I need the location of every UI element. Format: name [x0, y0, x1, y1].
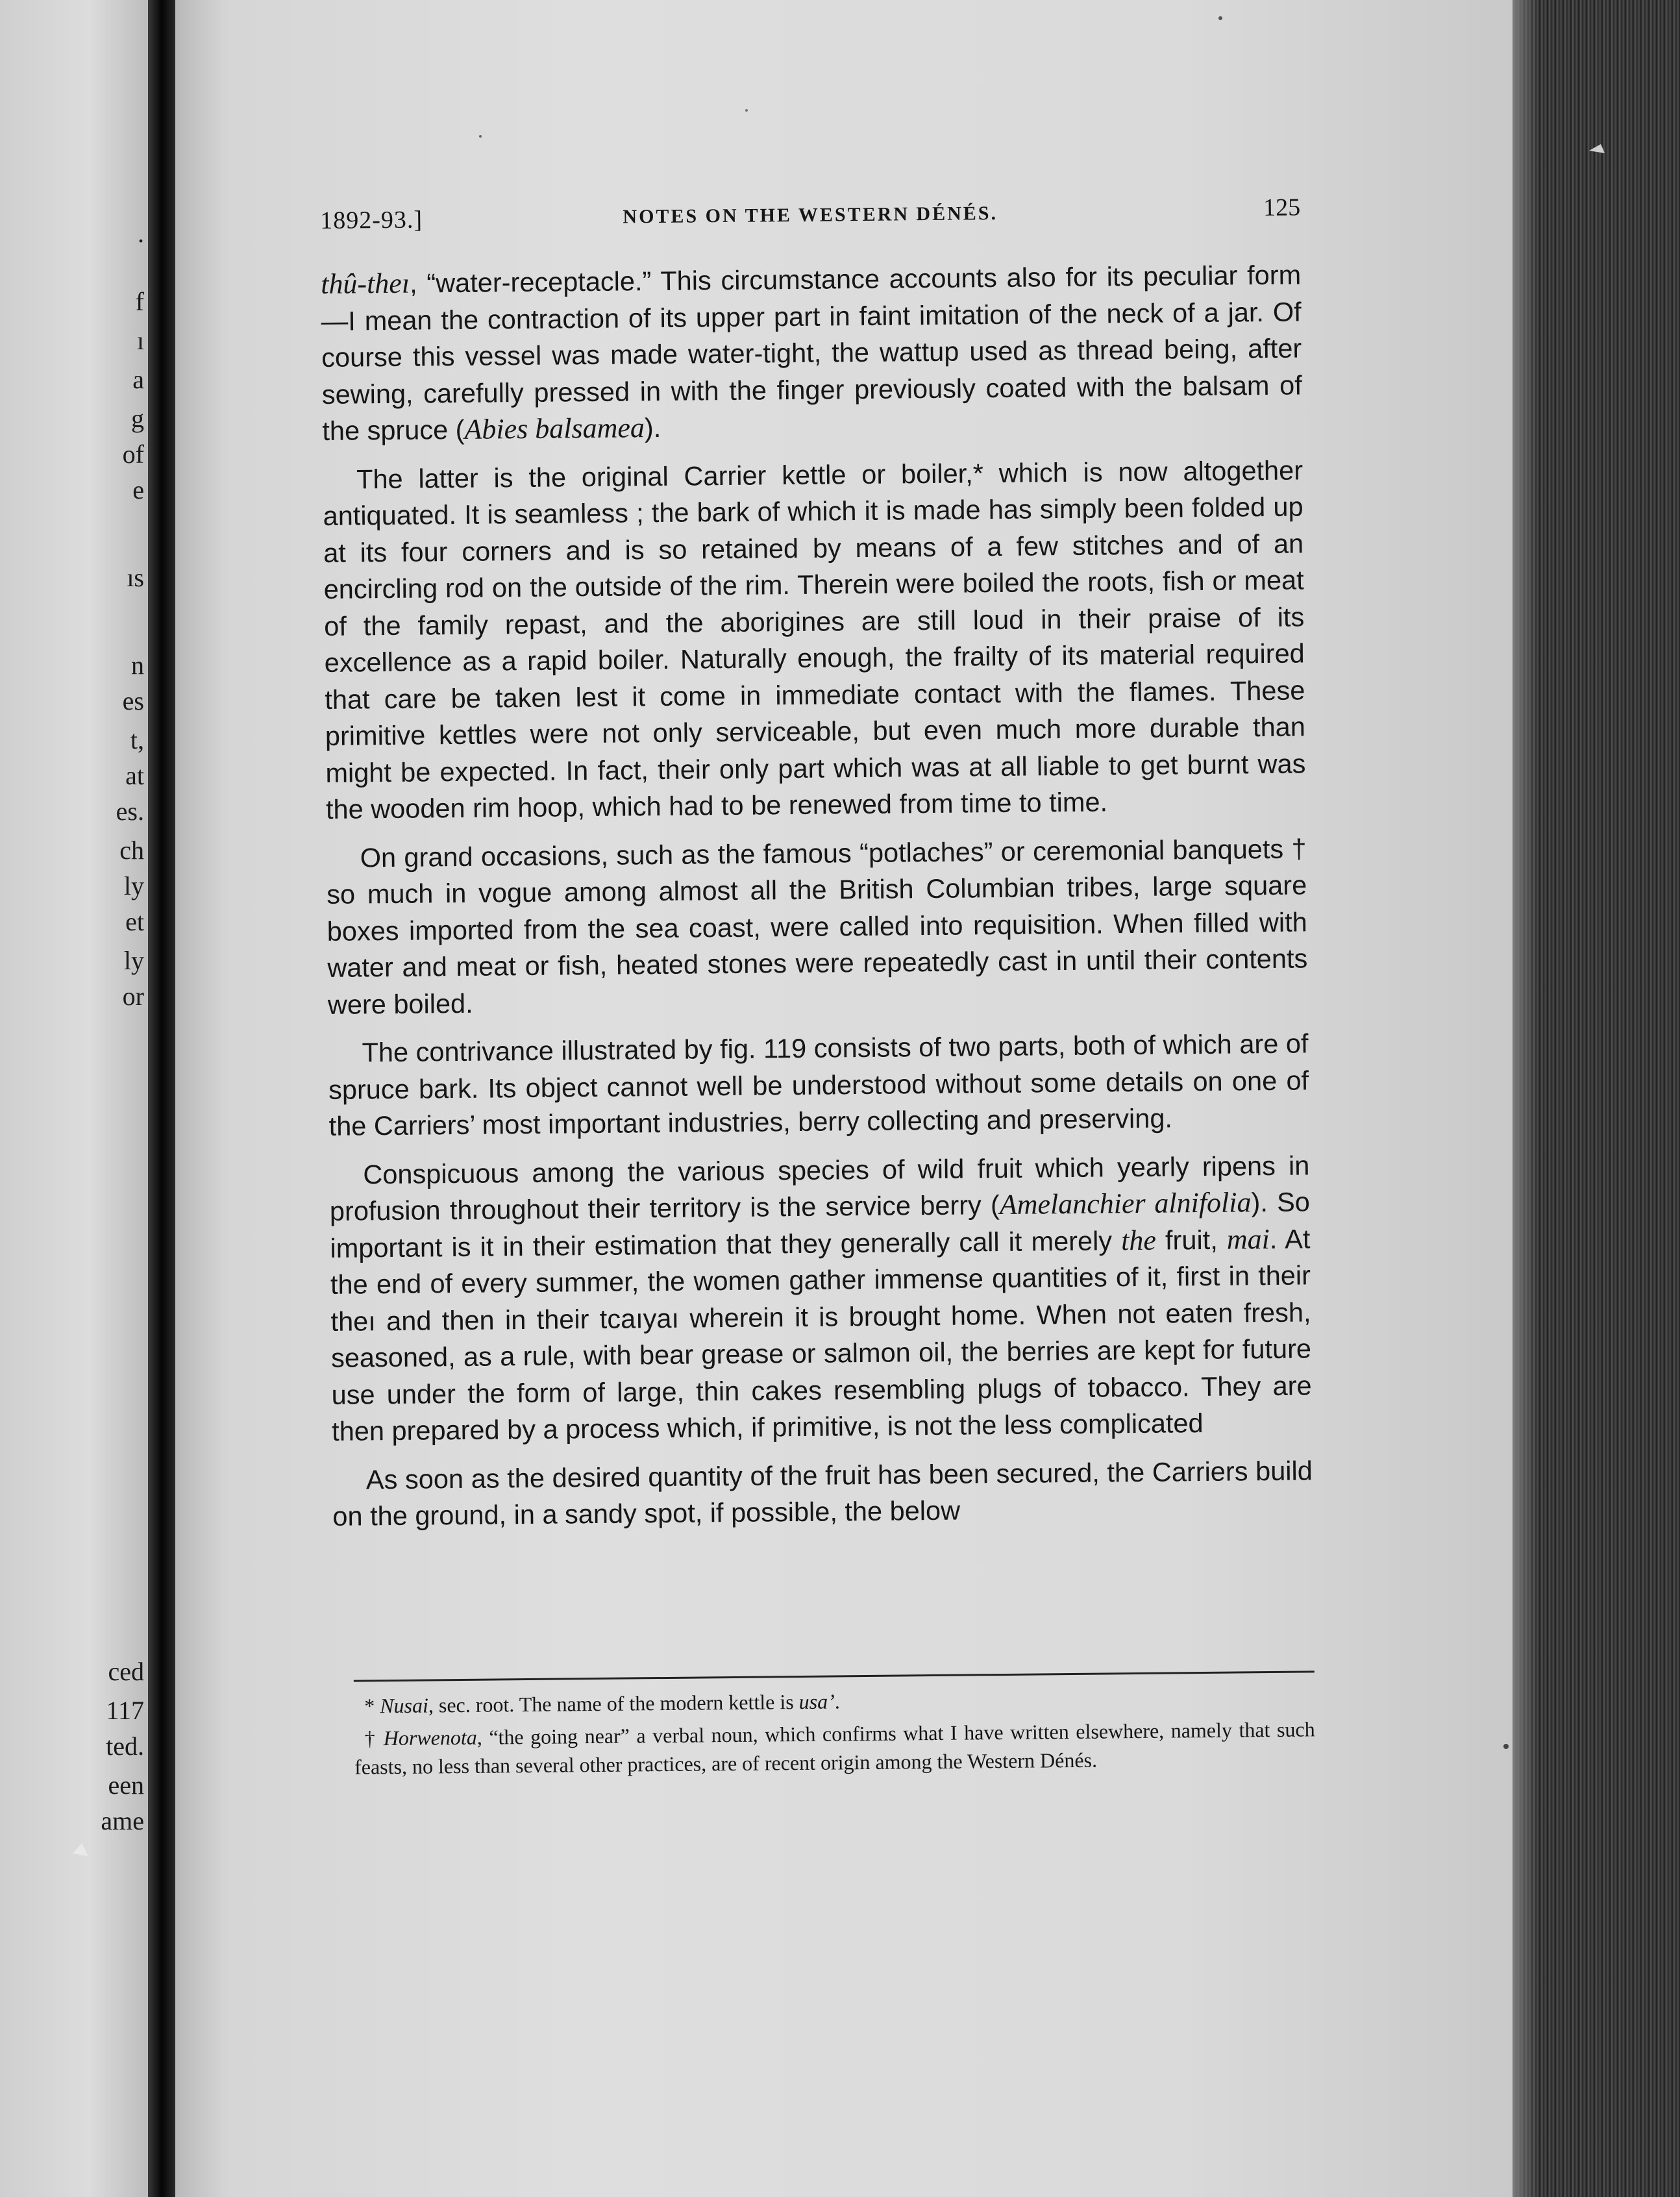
paragraph [328, 1025, 1309, 1145]
adjacent-page-fragment: or [122, 982, 144, 1011]
text-run: As soon as the desired quantity of the fruit has been secured, the Carriers build on the ground, in a sandy spot, if possible, the below [332, 1454, 1313, 1532]
adjacent-page-fragment: ıs [127, 563, 144, 592]
italic-run: Nusai [380, 1693, 429, 1718]
adjacent-page-fragment: e [132, 475, 144, 504]
body-text [321, 256, 1313, 1535]
adjacent-page-fragment: ly [123, 871, 144, 900]
text-run: , “the going near” a verbal noun, which confirms what I have written elsewhere, namely that such feasts, no less than several other practices, are of recent origin among the Western Dénés. [354, 1717, 1315, 1779]
adjacent-page-text-fragments [0, 0, 148, 2197]
text-run: . At the end of every summer, the women gather immense quantities of it, first in their theı and then in their tcaıyaı wherein it is brought home. When not eaten fresh, seasoned, as a rule, with bear grease or salmon oil, the berries are kept for future use under the form of large, thin cakes resembling plugs of tobacco. They are then prepared by a process which, if primitive, is not the less complicated [330, 1223, 1312, 1446]
text-run: , sec. root. The name of the modern kettle is [428, 1690, 799, 1717]
book-gutter [148, 0, 175, 2197]
italic-run: Horwenota [383, 1725, 477, 1750]
adjacent-page-fragment: g [131, 404, 144, 433]
text-run: fruit, [1155, 1224, 1228, 1256]
adjacent-page-fragment: . [138, 219, 144, 248]
text-run: On grand occasions, such as the famous “potlaches” or ceremonial banquets † so much in vogue among almost all the British Columbian tribes, large square boxes imported from the sea coast, were called into requisition. When filled with water and meat or fish, heated stones were repeatedly cast in until their contents were boiled. [326, 832, 1308, 1020]
header-title: NOTES ON THE WESTERN DÉNÉS. [623, 202, 998, 228]
paragraph [323, 452, 1306, 828]
italic-run: Abies balsamea [464, 412, 645, 445]
italic-run: thû-theı [320, 267, 410, 300]
paragraph [332, 1452, 1313, 1535]
adjacent-page-fragment: at [125, 761, 144, 790]
adjacent-page-fragment: es [122, 686, 144, 715]
text-run: The latter is the original Carrier kettle or boiler,* which is now altogether antiquated. It is seamless ; the bark of which it is made has simply been folded up at its four corners and is so retained by means of a few stitches and of an encircling rod on the outside of the rim. Therein were boiled the roots, fish or meat of the family repast, and the aborigines are still loud in their praise of its excellence as a rapid boiler. Naturally enough, the frailty of its material required that care be taken lest it come in immediate contact with the flames. These primitive kettles were not only serviceable, but even much more durable than might be expected. In fact, their only part which was at all liable to get burnt was the wooden rim hoop, which had to be renewed from time to time. [323, 454, 1306, 825]
text-run: The contrivance illustrated by fig. 119 consists of two parts, both of which are of spruce bark. Its object cannot well be understood without some details on one of the Carriers’ most important industries, berry collecting and preserving. [328, 1028, 1309, 1141]
italic-run: usa’ [798, 1689, 835, 1714]
text-run: † [364, 1726, 384, 1750]
text-run: ). [644, 412, 661, 443]
italic-run: Amelanchier alnifolia [999, 1186, 1252, 1221]
adjacent-page-fragment: et [125, 907, 144, 936]
text-run: ). So important is it in their estimation that they generally call it merely [330, 1186, 1311, 1263]
adjacent-page-fragment: ı [136, 326, 144, 355]
paragraph [326, 830, 1308, 1023]
italic-run: mai [1226, 1223, 1270, 1256]
text-run: Conspicuous among the various species of wild fruit which yearly ripens in profusion throughout their territory is the service berry ( [329, 1149, 1310, 1226]
paragraph [321, 256, 1303, 449]
adjacent-page-fragment: t, [130, 725, 144, 754]
header-year: 1892-93.] [320, 206, 423, 234]
italic-run: the [1120, 1224, 1157, 1256]
text-run: , “water-receptacle.” This circumstance accounts also for its peculiar form—I mean the contraction of its upper part in faint imitation of the neck of a jar. Of course this vessel was made water-tight, the wattup used as thread being, after sewing, carefully pressed in with the finger previously coated with the balsam of the spruce ( [321, 259, 1302, 446]
page-number: 125 [1263, 193, 1301, 222]
adjacent-page-fragment: 117 [106, 1696, 144, 1725]
adjacent-page-strip [0, 0, 148, 2197]
adjacent-page-fragment: of [122, 440, 144, 469]
text-run: * [364, 1694, 380, 1718]
adjacent-page-fragment: n [131, 651, 144, 680]
text-run: . [834, 1689, 840, 1713]
footnote [354, 1715, 1315, 1781]
adjacent-page-fragment: f [135, 287, 144, 316]
adjacent-page-fragment: es. [116, 797, 144, 826]
adjacent-page-fragment: ted. [106, 1732, 144, 1761]
adjacent-page-fragment: ame [101, 1806, 144, 1835]
adjacent-page-fragment: a [132, 365, 144, 394]
adjacent-page-fragment: een [108, 1770, 144, 1800]
footnotes [354, 1682, 1315, 1785]
adjacent-page-fragment: ch [119, 836, 144, 865]
page-edges [1513, 0, 1680, 2197]
adjacent-page-fragment: ly [123, 946, 144, 975]
paragraph [329, 1147, 1312, 1450]
adjacent-page-fragment: ced [108, 1657, 144, 1686]
